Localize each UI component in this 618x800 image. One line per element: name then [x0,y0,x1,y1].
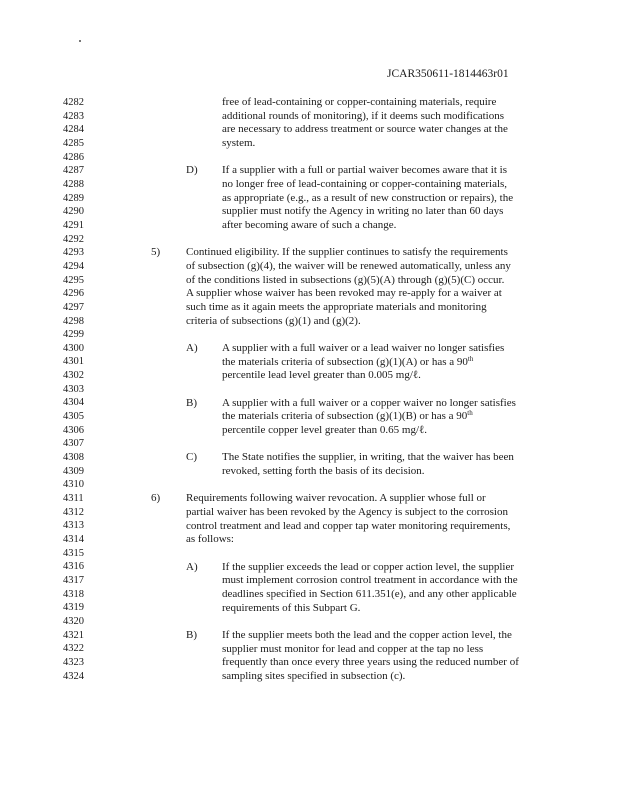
line-number: 4321 [63,629,84,641]
item-label-b: B) [186,629,197,641]
line-number: 4287 [63,165,84,177]
line-number: 4310 [63,479,84,491]
paragraph-line: supplier must notify the Agency in writing no later than 60 days [222,205,504,217]
line-number: 4314 [63,534,84,545]
line-number: 4300 [63,342,84,354]
line-number: 4317 [63,574,84,586]
line-number: 4288 [63,178,84,190]
paragraph-line: additional rounds of monitoring), if it deems such modifications [222,110,504,122]
paragraph-line: If a supplier with a full or partial waiver becomes aware that it is [222,164,507,176]
item-label-d: D) [186,164,198,176]
paragraph-line: The State notifies the supplier, in writing, that the waiver has been [222,451,514,463]
section-label-5: 5) [151,246,161,258]
line-number: 4285 [63,137,84,149]
line-number: 4296 [63,288,84,300]
paragraph-line: Requirements following waiver revocation. A supplier whose full or [186,492,486,504]
paragraph-line: percentile lead level greater than 0.005 mg/ℓ. [222,369,421,381]
paragraph-line: deadlines specified in Section 611.351(e), and any other applicable [222,588,517,600]
line-number: 4303 [63,383,84,395]
paragraph-line: after becoming aware of such a change. [222,219,397,231]
line-number: 4306 [63,424,84,436]
line-number: 4284 [63,124,84,136]
paragraph-line: supplier must monitor for lead and copper at the tap no less [222,643,484,655]
line-number: 4305 [63,411,84,423]
line-number: 4283 [63,110,84,122]
line-number: 4308 [63,452,84,464]
line-number: 4323 [63,656,84,668]
line-number: 4316 [63,561,84,573]
document-id: JCAR350611-1814463r01 [387,68,509,80]
item-label-c: C) [186,451,197,463]
line-number: 4289 [63,192,84,204]
paragraph-line: A supplier with a full waiver or a copper waiver no longer satisfies [222,397,516,409]
line-number: 4318 [63,588,84,600]
line-number: 4320 [63,615,84,627]
paragraph-line: the materials criteria of subsection (g)(1)(A) or has a 90th [222,355,474,368]
line-number: 4295 [63,274,84,286]
line-number: 4312 [63,506,84,518]
line-number: 4307 [63,438,84,450]
item-label-b: B) [186,397,197,409]
paragraph-line: partial waiver has been revoked by the Agency is subject to the corrosion [186,506,508,518]
line-number: 4313 [63,520,84,532]
line-number: 4309 [63,465,84,477]
line-number: 4302 [63,370,84,382]
paragraph-line: Continued eligibility. If the supplier continues to satisfy the requirements [186,246,508,258]
paragraph-line: no longer free of lead-containing or copper-containing materials, [222,178,508,190]
paragraph-line: system. [222,137,256,149]
paragraph-line: as follows: [186,533,234,545]
line-number: 4291 [63,219,84,231]
scan-speck [79,40,81,42]
paragraph-line: If the supplier exceeds the lead or copper action level, the supplier [222,561,514,573]
paragraph-line: If the supplier meets both the lead and the copper action level, the [222,629,512,641]
line-number: 4282 [63,97,84,108]
paragraph-line: sampling sites specified in subsection (c). [222,670,406,682]
paragraph-line: of subsection (g)(4), the waiver will be renewed automatically, unless any [186,260,511,272]
paragraph-line: are necessary to address treatment or source water changes at the [222,123,508,135]
line-number: 4294 [63,260,84,272]
paragraph-line: control treatment and lead and copper tap water monitoring requirements, [186,520,511,532]
paragraph-line: revoked, setting forth the basis of its decision. [222,465,425,477]
line-number: 4290 [63,206,84,218]
line-number: 4299 [63,329,84,341]
paragraph-line: of the conditions listed in subsections (g)(5)(A) through (g)(5)(C) occur. [186,274,505,286]
paragraph-line: percentile copper level greater than 0.65 mg/ℓ. [222,424,428,436]
line-number: 4298 [63,315,84,327]
paragraph-line: criteria of subsections (g)(1) and (g)(2). [186,315,361,327]
line-number: 4292 [63,233,84,245]
paragraph-line: frequently than once every three years using the reduced number of [222,656,519,668]
paragraph-line: such time as it again meets the appropriate materials and monitoring [186,301,487,313]
paragraph-line: must implement corrosion control treatment in accordance with the [222,574,518,586]
paragraph-line: as appropriate (e.g., as a result of new construction or repairs), the [222,192,514,204]
line-number: 4322 [63,643,84,655]
line-number: 4304 [63,397,84,409]
item-label-a: A) [186,342,198,354]
paragraph-line: A supplier whose waiver has been revoked may re-apply for a waiver at [186,287,502,299]
paragraph-line: the materials criteria of subsection (g)(1)(B) or has a 90th [222,409,473,422]
section-label-6: 6) [151,492,161,504]
line-number: 4311 [63,493,84,505]
line-number: 4315 [63,547,84,559]
line-number: 4301 [63,356,84,368]
item-label-a: A) [186,561,198,573]
line-number: 4324 [63,670,84,682]
line-number: 4286 [63,151,84,163]
paragraph-line: free of lead-containing or copper-containing materials, require [222,96,497,108]
line-number: 4293 [63,247,84,259]
line-number-column [63,96,84,683]
line-number: 4319 [63,602,84,614]
paragraph-line: A supplier with a full waiver or a lead waiver no longer satisfies [222,342,505,354]
paragraph-line: requirements of this Subpart G. [222,602,361,614]
line-number: 4297 [63,301,84,313]
